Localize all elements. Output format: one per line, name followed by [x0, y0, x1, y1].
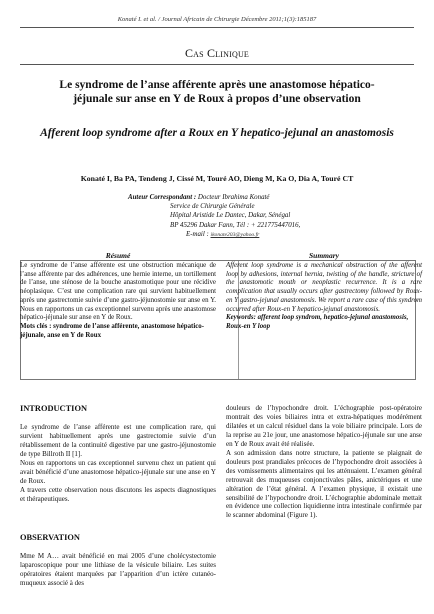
- abstract-english-heading: Summary: [308, 251, 339, 260]
- header-rule: [20, 27, 414, 28]
- observation-paragraph-1: Mme M A… avait bénéficié en mai 2005 d’une cholécystectomie laparoscopique pour une lithiase de la vésicule biliaire. Les suites opératoires étaient marquées par l’apparition d’un ictère cutanéo-muqueux associé à des: [20, 552, 216, 587]
- introduction-section: [20, 404, 216, 504]
- email-label: E-mail :: [186, 230, 209, 238]
- abstract-french-text: Le syndrome de l’anse afférente est une obstruction mécanique de l’anse afférente par des adhérences, une hernie interne, un tortillement de l’anse, une sténose de la bouche anastomotique pour une récidive néoplasique. C’est une complication rare qui survient habituellement après une gastrectomie suivie d’une gastro-jéjunostomie sur anse en Y. Nous en rapportons un cas exceptionnel survenu après une anastomose hépatico-jéjunale sur anse en Y de Roux.: [20, 262, 216, 322]
- correspondence-email-line: [128, 230, 348, 240]
- correspondence-service: Service de Chirurgie Générale: [170, 203, 255, 211]
- introduction-paragraph-3: A travers cette observation nous discutons les aspects diagnostiques et thérapeutiques.: [20, 485, 216, 503]
- abstract-english-text: Afferent loop syndrome is a mechanical obstruction of the afferent loop by adhesions, internal hernia, twisting of the handle, stricture of the anastomotic mouth or neoplastic recurrence. It is a rare complication that usually occurs after gastrectomy followed by Roux-en Y gastro-jejunal anastomosis. We report a rare case of this syndrom occurred after Roux-en Y hepatico-jejunal anastomosis.: [226, 262, 422, 313]
- abstract-french: [20, 251, 216, 340]
- section-type: [0, 46, 434, 61]
- introduction-heading: INTRODUCTION: [20, 404, 88, 413]
- introduction-paragraph-2: Nous en rapportons un cas exceptionnel survenu chez un patient qui avait bénéficié d’une anastomose hépatico-jéjunale sur une anse en Y de Roux.: [20, 458, 216, 485]
- section-rule: [20, 64, 414, 65]
- abstract-english: [226, 251, 422, 332]
- running-head: Konaté I. et al. / Journal Africain de Chirurgie Décembre 2011;1(3):185187: [117, 16, 317, 23]
- section-type-label: Cas Clinique: [184, 46, 250, 60]
- abstract-french-heading: Résumé: [105, 251, 131, 260]
- observation-continued: [226, 404, 422, 520]
- email-link[interactable]: ikonate203@yahoo.fr: [210, 231, 260, 238]
- correspondence-hospital: Hôpital Aristide Le Dantec, Dakar, Sénégal: [170, 212, 291, 220]
- observation-paragraph-3: A son admission dans notre structure, la patiente se plaignait de douleurs post prandiales précoces de l’hypochondre droit associées à des vomissements alimentaires qui les atténuaient. L’examen général retrouvait des muqueuses conjonctivales pâles, anictériques et une altération de l’état général. A l’examen physique, il existait une sensibilité de l’hypochondre droit. L’échographie abdominale mettait en évidence une collection liquidienne intra intestinale confirmée par le scanner abdominal (Figure 1).: [226, 448, 422, 520]
- correspondence-label: Auteur Correspondant :: [128, 194, 197, 201]
- title-french: Le syndrome de l’anse afférente après une anastomose hépatico-jéjunale sur anse en Y de Roux à propos d’une observation: [59, 79, 375, 105]
- title-english: Afferent loop syndrome after a Roux en Y hepatico-jejunal an anastomosis: [40, 127, 394, 139]
- correspondence-block: [128, 193, 348, 240]
- correspondence-address: BP 45296 Dakar Fann, Tél : + 221775447016,: [170, 221, 301, 229]
- introduction-paragraph-1: Le syndrome de l’anse afférente est une complication rare, qui survient habituellement après une gastrectomie suivie d’un rétablissement de la continuité digestive par une gastro-jéjunostomie de type Billroth II [1].: [20, 423, 216, 458]
- observation-section: [20, 533, 216, 588]
- correspondence-name: Docteur Ibrahima Konaté: [197, 194, 270, 201]
- observation-heading: OBSERVATION: [20, 533, 80, 542]
- author-list: Konaté I, Ba PA, Tendeng J, Cissé M, Touré AO, Dieng M, Ka O, Dia A, Touré CT: [80, 174, 354, 183]
- keywords-english: Keywords: afferent loop syndrom, hepatico-jejunal anastomosis, Roux-en Y loop: [226, 314, 409, 330]
- correspondence-author: [128, 193, 348, 202]
- keywords-french: Mots clés : syndrome de l’anse afférente, anastomose hépatico-jéjunale, anse en Y de Roux: [20, 322, 205, 339]
- observation-paragraph-2: douleurs de l’hypochondre droit. L’échographie post-opératoire montrait des voies biliaires intra et extra-hépatiques modérément dilatées et un calcul résiduel dans la voie biliaire principale. Lors de la reprise au 21e jour, une anastomose hépatico-jéjunale sur une anse en Y de Roux avait été réalisée.: [226, 404, 422, 448]
